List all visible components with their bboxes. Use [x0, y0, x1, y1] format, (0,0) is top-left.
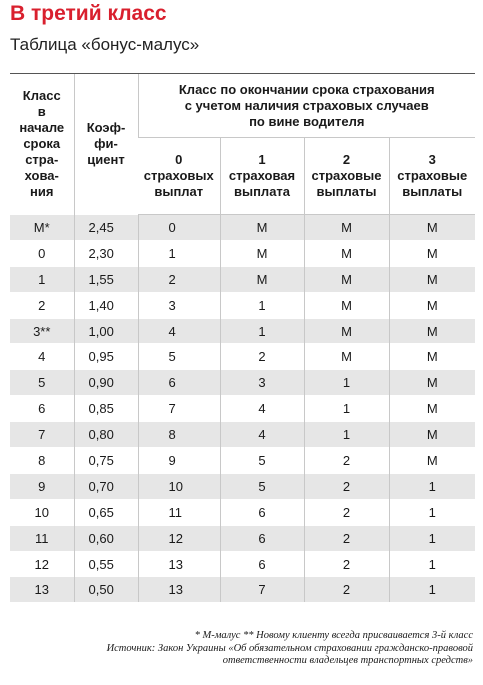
class-1-payment-cell: 4 — [220, 396, 304, 422]
class-1-payment-cell: 7 — [220, 577, 304, 602]
class-1-payment-cell: 5 — [220, 448, 304, 474]
table-row — [10, 215, 475, 241]
class-1-payment-cell: M — [220, 266, 304, 292]
class-0-payments-cell: 8 — [138, 422, 220, 448]
class-3-payments-cell: 1 — [389, 577, 475, 602]
table-body — [10, 215, 475, 603]
coefficient-cell: 2,30 — [74, 240, 138, 266]
coefficient-cell: 0,95 — [74, 344, 138, 370]
class-0-payments-cell: 4 — [138, 318, 220, 344]
table-row — [10, 499, 475, 525]
class-1-payment-cell: 1 — [220, 292, 304, 318]
class-3-payments-cell: M — [389, 448, 475, 474]
class-0-payments-cell: 7 — [138, 396, 220, 422]
class-2-payments-cell: M — [304, 292, 389, 318]
start-class-cell: 13 — [10, 577, 74, 602]
class-1-payment-cell: 6 — [220, 551, 304, 577]
class-2-payments-cell: 1 — [304, 396, 389, 422]
class-0-payments-cell: 10 — [138, 473, 220, 499]
start-class-cell: 4 — [10, 344, 74, 370]
start-class-cell: 7 — [10, 422, 74, 448]
class-0-payments-cell: 13 — [138, 577, 220, 602]
table-row — [10, 551, 475, 577]
class-2-payments-cell: 2 — [304, 577, 389, 602]
class-3-payments-cell: M — [389, 215, 475, 241]
coefficient-cell: 0,55 — [74, 551, 138, 577]
class-1-payment-cell: M — [220, 215, 304, 241]
coefficient-cell: 0,50 — [74, 577, 138, 602]
class-3-payments-cell: M — [389, 318, 475, 344]
class-2-payments-cell: 1 — [304, 370, 389, 396]
coefficient-cell: 0,90 — [74, 370, 138, 396]
table-row — [10, 240, 475, 266]
start-class-cell: 12 — [10, 551, 74, 577]
coefficient-cell: 1,55 — [74, 266, 138, 292]
coefficient-cell: 1,40 — [74, 292, 138, 318]
class-2-payments-cell: 2 — [304, 499, 389, 525]
class-0-payments-cell: 6 — [138, 370, 220, 396]
class-1-payment-cell: 1 — [220, 318, 304, 344]
page-subtitle: Таблица «бонус-малус» — [10, 35, 200, 54]
table-row — [10, 266, 475, 292]
class-3-payments-cell: M — [389, 396, 475, 422]
table-row — [10, 292, 475, 318]
table-row — [10, 473, 475, 499]
class-3-payments-cell: M — [389, 292, 475, 318]
coefficient-cell: 0,60 — [74, 525, 138, 551]
class-0-payments-cell: 1 — [138, 240, 220, 266]
class-2-payments-cell: M — [304, 318, 389, 344]
header-2-payments: 2 страховые выплаты — [304, 138, 389, 215]
table-row — [10, 448, 475, 474]
class-1-payment-cell: M — [220, 240, 304, 266]
class-3-payments-cell: M — [389, 266, 475, 292]
class-2-payments-cell: 2 — [304, 551, 389, 577]
header-coefficient: Коэф- фи- циент — [74, 74, 138, 215]
coefficient-cell: 0,70 — [74, 473, 138, 499]
coefficient-cell: 0,80 — [74, 422, 138, 448]
header-start-class: Класс в начале срока стра- хова- ния — [10, 74, 74, 215]
footnote-legend: * М-малус ** Новому клиенту всегда присваивается 3-й класс — [194, 630, 473, 641]
bonus-malus-table — [10, 73, 475, 602]
class-0-payments-cell: 9 — [138, 448, 220, 474]
coefficient-cell: 0,85 — [74, 396, 138, 422]
table-row — [10, 344, 475, 370]
class-0-payments-cell: 13 — [138, 551, 220, 577]
table-row — [10, 396, 475, 422]
class-3-payments-cell: M — [389, 370, 475, 396]
class-1-payment-cell: 4 — [220, 422, 304, 448]
class-1-payment-cell: 3 — [220, 370, 304, 396]
start-class-cell: 2 — [10, 292, 74, 318]
class-1-payment-cell: 6 — [220, 525, 304, 551]
source-line-2: ответственности владельцев транспортных средств» — [222, 655, 473, 666]
class-3-payments-cell: M — [389, 344, 475, 370]
class-0-payments-cell: 2 — [138, 266, 220, 292]
class-2-payments-cell: 2 — [304, 448, 389, 474]
table-row — [10, 577, 475, 602]
start-class-cell: 9 — [10, 473, 74, 499]
class-3-payments-cell: M — [389, 240, 475, 266]
table-row — [10, 422, 475, 448]
table-row — [10, 370, 475, 396]
class-1-payment-cell: 6 — [220, 499, 304, 525]
start-class-cell: 6 — [10, 396, 74, 422]
header-3-payments: 3 страховые выплаты — [389, 138, 475, 215]
start-class-cell: 1 — [10, 266, 74, 292]
class-3-payments-cell: 1 — [389, 473, 475, 499]
class-2-payments-cell: 2 — [304, 473, 389, 499]
class-3-payments-cell: 1 — [389, 525, 475, 551]
class-3-payments-cell: 1 — [389, 499, 475, 525]
class-3-payments-cell: 1 — [389, 551, 475, 577]
start-class-cell: 0 — [10, 240, 74, 266]
header-0-payments: 0 страховых выплат — [138, 138, 220, 215]
start-class-cell: 8 — [10, 448, 74, 474]
class-0-payments-cell: 11 — [138, 499, 220, 525]
header-1-payment: 1 страховая выплата — [220, 138, 304, 215]
class-2-payments-cell: 2 — [304, 525, 389, 551]
start-class-cell: 10 — [10, 499, 74, 525]
start-class-cell: M* — [10, 215, 74, 241]
coefficient-cell: 1,00 — [74, 318, 138, 344]
class-3-payments-cell: M — [389, 422, 475, 448]
class-0-payments-cell: 3 — [138, 292, 220, 318]
class-0-payments-cell: 5 — [138, 344, 220, 370]
table-header — [10, 74, 475, 215]
footnotes — [3, 630, 473, 668]
table-row — [10, 525, 475, 551]
coefficient-cell: 0,75 — [74, 448, 138, 474]
header-end-class: Класс по окончании срока страхования с учетом наличия страховых случаев по вине водителя — [138, 74, 475, 138]
source-line-1: Источник: Закон Украины «Об обязательном страховании гражданско-правовой — [106, 642, 473, 654]
class-0-payments-cell: 0 — [138, 215, 220, 241]
page-title: В третий класс — [10, 2, 167, 25]
class-1-payment-cell: 2 — [220, 344, 304, 370]
table-row — [10, 318, 475, 344]
coefficient-cell: 2,45 — [74, 215, 138, 241]
start-class-cell: 3** — [10, 318, 74, 344]
class-2-payments-cell: M — [304, 266, 389, 292]
start-class-cell: 11 — [10, 525, 74, 551]
coefficient-cell: 0,65 — [74, 499, 138, 525]
start-class-cell: 5 — [10, 370, 74, 396]
class-2-payments-cell: M — [304, 240, 389, 266]
class-2-payments-cell: M — [304, 344, 389, 370]
class-2-payments-cell: M — [304, 215, 389, 241]
class-1-payment-cell: 5 — [220, 473, 304, 499]
class-0-payments-cell: 12 — [138, 525, 220, 551]
class-2-payments-cell: 1 — [304, 422, 389, 448]
